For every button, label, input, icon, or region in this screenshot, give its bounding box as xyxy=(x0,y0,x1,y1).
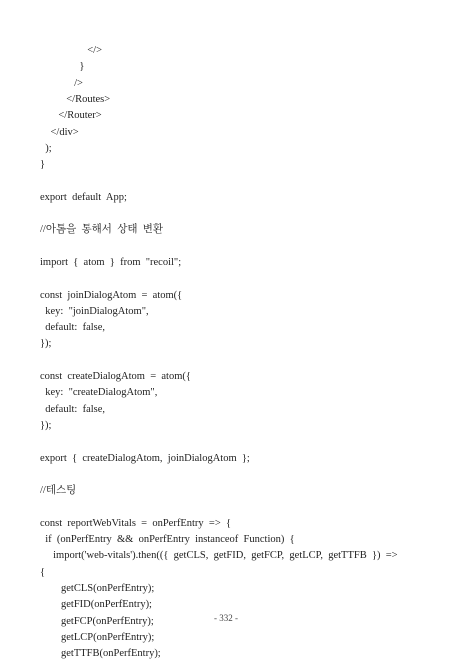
code-line: getFID(onPerfEntry); xyxy=(40,599,152,611)
code-line: </> xyxy=(40,45,103,56)
code-line: const createDialogAtom = atom({ xyxy=(40,371,191,382)
code-line: } xyxy=(40,159,46,171)
code-line: export { createDialogAtom, joinDialogAtom }; xyxy=(40,452,250,464)
code-line: if (onPerfEntry && onPerfEntry instanceof Function) { xyxy=(40,534,295,545)
code-line: </div> xyxy=(40,126,79,138)
code-line: const reportWebVitals = onPerfEntry => { xyxy=(40,517,232,529)
code-line: key: "createDialogAtom", xyxy=(40,387,158,399)
code-line: //아톰을 통해서 상태 변환 xyxy=(40,224,164,236)
code-line: key: "joinDialogAtom", xyxy=(40,305,149,317)
code-line: }); xyxy=(40,338,52,350)
code-line: const joinDialogAtom = atom({ xyxy=(40,289,183,301)
page-number: - 332 - xyxy=(214,613,238,623)
code-line: }); xyxy=(40,419,52,431)
code-line: import('web-vitals').then(({ getCLS, getFID, getFCP, getLCP, getTTFB }) => xyxy=(40,550,398,562)
code-line: } xyxy=(40,61,85,73)
code-line: export default App; xyxy=(40,191,127,203)
code-line: default: false, xyxy=(40,322,106,334)
code-line: </Router> xyxy=(40,110,102,122)
code-line: getCLS(onPerfEntry); xyxy=(40,582,155,594)
code-line: getFCP(onPerfEntry); xyxy=(40,615,154,627)
code-line: </Routes> xyxy=(40,93,111,105)
code-line: ); xyxy=(40,142,52,154)
code-line: import { atom } from "recoil"; xyxy=(40,256,182,268)
code-line: /> xyxy=(40,77,83,89)
code-line: //테스팅 xyxy=(40,485,77,497)
code-line: getTTFB(onPerfEntry); xyxy=(40,648,161,660)
code-line: { xyxy=(40,566,46,578)
code-line: getLCP(onPerfEntry); xyxy=(40,631,155,643)
code-line: default: false, xyxy=(40,403,106,415)
